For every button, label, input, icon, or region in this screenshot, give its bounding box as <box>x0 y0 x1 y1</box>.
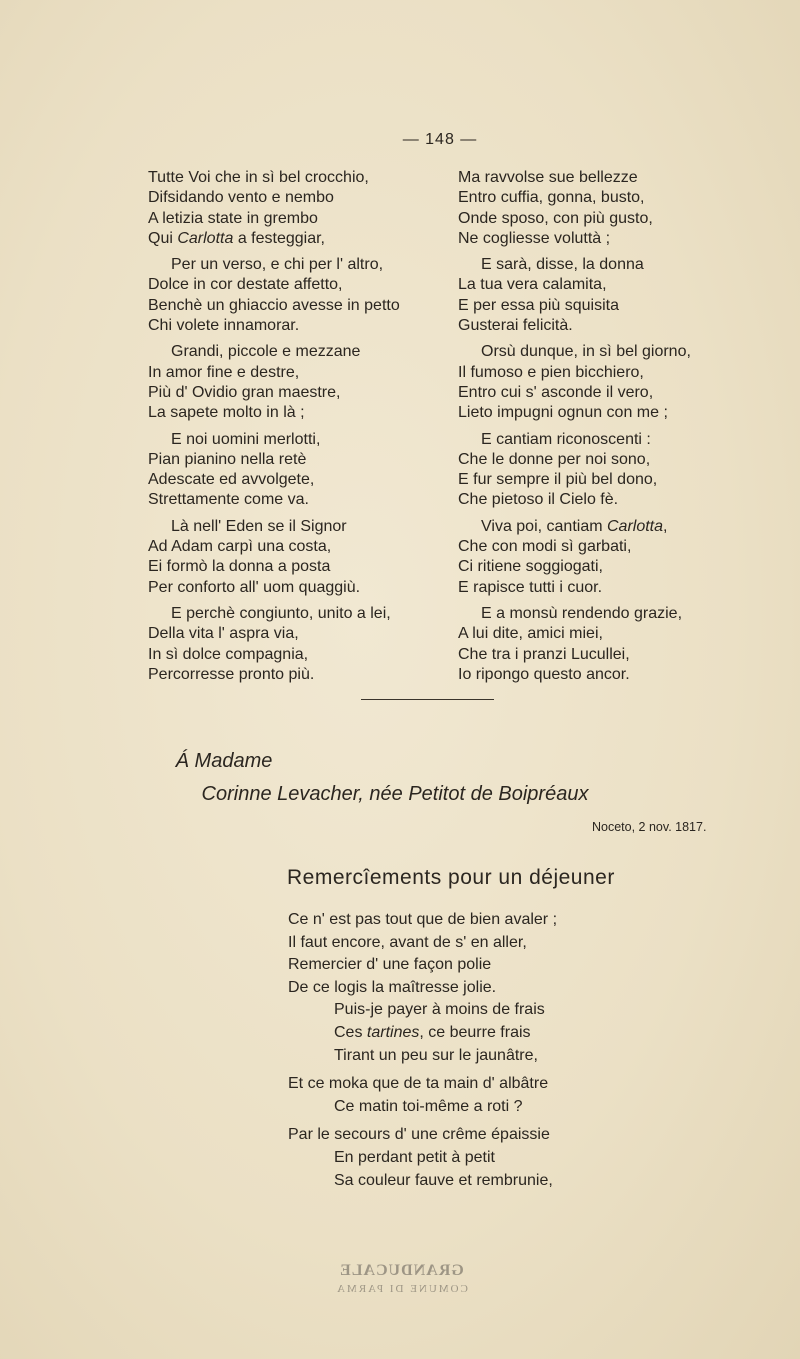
date-line: Noceto, 2 nov. 1817. <box>592 820 707 834</box>
verse-line: Orsù dunque, in sì bel giorno, <box>481 343 691 361</box>
verse-line: Benchè un ghiaccio avesse in petto <box>148 296 400 314</box>
verse-line: Il fumoso e pien bicchiero, <box>458 363 644 381</box>
verse-line: Par le secours d' une crême épaissie <box>288 1126 550 1144</box>
verse-line: Entro cuffia, gonna, busto, <box>458 189 645 207</box>
right-poem-column <box>458 168 691 691</box>
verse-line: Adescate ed avvolgete, <box>148 471 315 489</box>
verse-line: Ce matin toi-même a roti ? <box>334 1097 523 1115</box>
verse-line: E rapisce tutti i cuor. <box>458 578 603 596</box>
stanza <box>148 517 400 598</box>
verse-line: A letizia state in grembo <box>148 209 318 227</box>
verse-line: E cantiam riconoscenti : <box>481 430 651 448</box>
verse-line: Viva poi, cantiam Carlotta, <box>481 517 668 535</box>
verse-line: Qui Carlotta a festeggiar, <box>148 229 325 247</box>
dedication-recipient: Corinne Levacher, née Petitot de Boipréaux <box>201 783 589 805</box>
left-poem-column <box>148 168 400 691</box>
verse-line: Ci ritiene soggiogati, <box>458 558 603 576</box>
verse-line: Remercier d' une façon polie <box>288 956 492 974</box>
verse-line: Gusterai felicità. <box>458 317 573 335</box>
stanza <box>458 517 691 598</box>
verse-line: Onde sposo, con più gusto, <box>458 209 653 227</box>
verse-line: E a monsù rendendo grazie, <box>481 604 683 622</box>
verse-line: La sapete molto in là ; <box>148 404 305 422</box>
verse-line: Della vita l' aspra via, <box>148 625 299 643</box>
verse-line: E sarà, disse, la donna <box>481 256 644 274</box>
verse-line: E noi uomini merlotti, <box>171 430 321 448</box>
verse-line: Lieto impugni ognun con me ; <box>458 404 668 422</box>
verse-line: Puis-je payer à moins de frais <box>334 1001 545 1019</box>
verse-line: Strettamente come va. <box>148 491 309 509</box>
verse-line: E perchè congiunto, unito a lei, <box>171 604 391 622</box>
stanza <box>458 604 691 685</box>
verse-line: Io ripongo questo ancor. <box>458 665 630 683</box>
verse-line: Chi volete innamorar. <box>148 317 300 335</box>
stanza <box>458 255 691 336</box>
section-divider <box>361 699 494 700</box>
verse-line: La tua vera calamita, <box>458 276 607 294</box>
verse-line: Ei formò la donna a posta <box>148 558 331 576</box>
verse-line: Grandi, piccole e mezzane <box>171 343 361 361</box>
verse-line: Tutte Voi che in sì bel crocchio, <box>148 169 369 186</box>
verse-line: Et ce moka que de ta main d' albâtre <box>288 1075 549 1093</box>
verse-line: Che le donne per noi sono, <box>458 450 651 468</box>
verse-line: Che tra i pranzi Lucullei, <box>458 645 630 663</box>
stamp-line-1: GRANDUCALE <box>339 1262 464 1279</box>
verse-line: Più d' Ovidio gran maestre, <box>148 383 341 401</box>
verse-line: Ne cogliesse voluttà ; <box>458 229 611 247</box>
verse-line: In sì dolce compagnia, <box>148 645 309 663</box>
verse-line: Entro cui s' asconde il vero, <box>458 383 654 401</box>
verse-line: Ma ravvolse sue bellezze <box>458 169 638 186</box>
verse-line: Percorresse pronto più. <box>148 665 315 683</box>
verse-line: Tirant un peu sur le jaunâtre, <box>334 1046 538 1064</box>
stanza <box>148 430 400 511</box>
verse-line: Che con modi sì garbati, <box>458 538 632 556</box>
stanza <box>148 255 400 336</box>
stanza <box>148 342 400 423</box>
verse-line: A lui dite, amici miei, <box>458 625 603 643</box>
verse-line: Per un verso, e chi per l' altro, <box>171 256 384 274</box>
dedication-salutation: Á Madame <box>175 750 273 772</box>
page-number: — 148 — <box>402 131 478 148</box>
verse-line: Ces tartines, ce beurre frais <box>334 1023 531 1041</box>
verse-line: Ad Adam carpì una costa, <box>148 538 332 556</box>
verse-line: Là nell' Eden se il Signor <box>171 517 347 535</box>
verse-line: Che pietoso il Cielo fè. <box>458 491 619 509</box>
verse-line: In amor fine e destre, <box>148 363 300 381</box>
verse-line: Il faut encore, avant de s' en aller, <box>288 933 527 951</box>
verse-line: Per conforto all' uom quaggiù. <box>148 578 361 596</box>
library-stamp <box>335 1262 468 1298</box>
verse-line: Pian pianino nella retè <box>148 450 307 468</box>
stanza <box>458 430 691 511</box>
stanza <box>458 342 691 423</box>
stanza <box>148 168 400 249</box>
stanza <box>148 604 400 685</box>
verse-line: Dolce in cor destate affetto, <box>148 276 343 294</box>
verse-line: E fur sempre il più bel dono, <box>458 471 658 489</box>
verse-line: Ce n' est pas tout que de bien avaler ; <box>288 911 558 928</box>
stanza <box>458 168 691 249</box>
verse-line: E per essa più squisita <box>458 296 619 314</box>
verse-line: De ce logis la maîtresse jolie. <box>288 978 497 996</box>
french-poem <box>288 909 557 1192</box>
poem-title: Remercîements pour un déjeuner <box>287 866 615 889</box>
verse-line: Difsidando vento e nembo <box>148 189 334 207</box>
verse-line: En perdant petit à petit <box>334 1148 495 1166</box>
stamp-line-2: COMUNE DI PARMA <box>335 1283 468 1295</box>
verse-line: Sa couleur fauve et rembrunie, <box>334 1171 553 1189</box>
